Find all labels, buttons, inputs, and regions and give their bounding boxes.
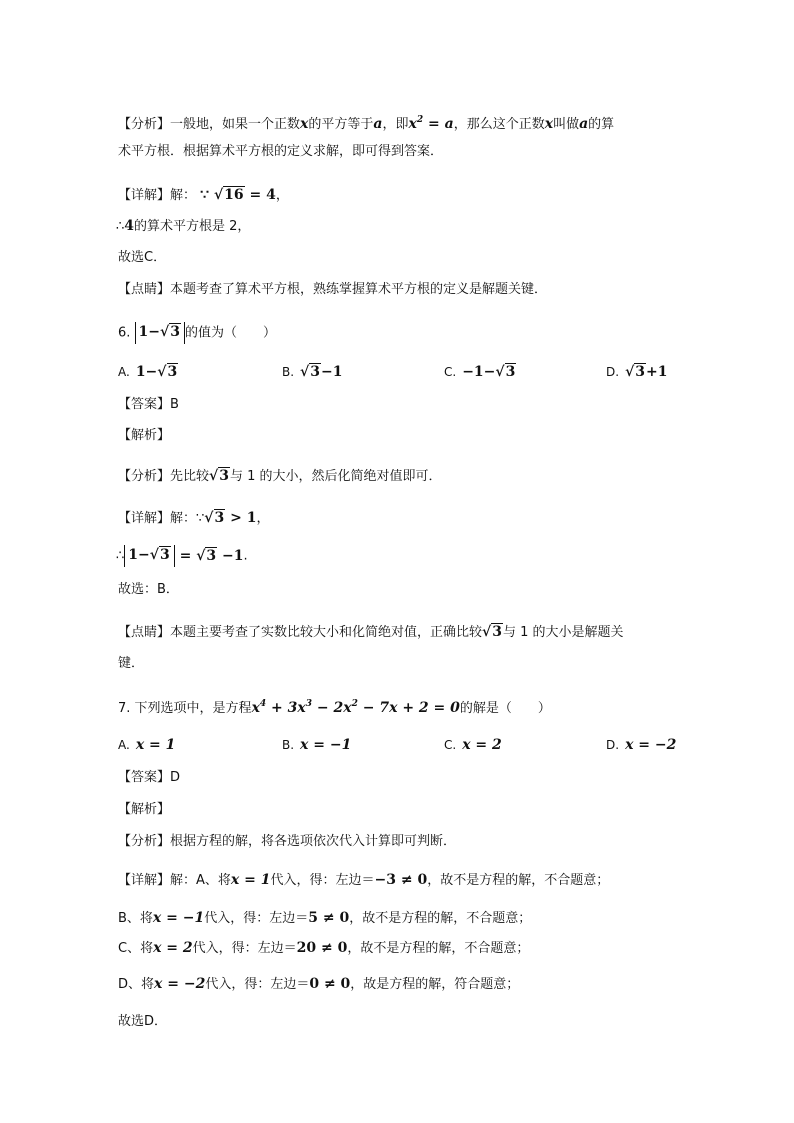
- q6-answer-line: 故选：B．: [118, 582, 179, 597]
- q6-therefore: ∴ 1−√3 = √3 −1.: [116, 545, 248, 567]
- math-polynomial-equation: $x^4 + 3x^3 - 2x^2 - 7x + 2 = 0$: [251, 699, 460, 716]
- q6-option-a[interactable]: A. 1−√3: [118, 364, 178, 380]
- math-sqrt3: √3: [209, 468, 229, 484]
- q7-analysis: 【分析】根据方程的解，将各选项依次代入计算即可判断．: [118, 834, 457, 849]
- q6-answer: 【答案】B: [118, 397, 179, 412]
- math-abs-1-minus-sqrt3: 1−√3: [135, 322, 185, 344]
- q6-jiexi: 【解析】: [118, 428, 171, 443]
- q5-detail-line: 【详解】解： ∵ √16 = 4，: [118, 187, 289, 203]
- q6-detail: 【详解】解：∵√3 > 1，: [118, 510, 270, 526]
- q6-comment-line-1: 【点睛】本题主要考查了实数比较大小和化简绝对值，正确比较√3与 1 的大小是解题关: [118, 624, 624, 640]
- question-number: 7.: [118, 701, 131, 716]
- q7-answer-line: 故选D．: [118, 1014, 168, 1029]
- math-a: a: [373, 116, 383, 132]
- q7-detail-line-a: 【详解】解：A、将x = 1代入，得：左边＝−3 ≠ 0，故不是方程的解，不合题意；: [118, 872, 610, 888]
- q7-option-d[interactable]: D. x = −2: [606, 737, 677, 753]
- q7-jiexi: 【解析】: [118, 802, 171, 817]
- q7-detail-line-d: D、将x = −2代入，得：左边＝0 ≠ 0，故是方程的解，符合题意；: [118, 976, 520, 992]
- q6-comment-line-2: 键．: [118, 656, 145, 671]
- detail-label: 【详解】: [118, 188, 171, 203]
- q7-option-a[interactable]: A. x = 1: [118, 737, 176, 753]
- q5-comment-line: 【点睛】本题考查了算术平方根，熟练掌握算术平方根的定义是解题关键．: [118, 282, 548, 297]
- q5-therefore-line: ∴4的算术平方根是 2，: [116, 218, 251, 234]
- q5-analysis-line-2: 术平方根．根据算术平方根的定义求解，即可得到答案．: [118, 144, 444, 159]
- q7-detail-line-b: B、将x = −1代入，得：左边＝5 ≠ 0，故不是方程的解，不合题意；: [118, 910, 532, 926]
- q5-analysis-line-1: 【分析】一般地，如果一个正数x的平方等于a，即$x^2 = a$，那么这个正数x叫做a的算: [118, 115, 615, 132]
- q7-answer: 【答案】D: [118, 770, 181, 785]
- q6-option-d[interactable]: D. √3+1: [606, 364, 668, 380]
- math-sqrt3-gt-1: √3 > 1: [204, 510, 257, 526]
- question-number: 6.: [118, 325, 131, 341]
- comment-label: 【点睛】: [118, 282, 171, 297]
- q6-stem: 6. 1−√3 的值为（ ）: [118, 322, 276, 344]
- math-sqrt16: ∵ √16 = 4: [200, 187, 276, 203]
- q5-answer-line: 故选C．: [118, 250, 167, 265]
- q7-option-b[interactable]: B. x = −1: [282, 737, 352, 753]
- analysis-label: 【分析】: [118, 117, 171, 132]
- math-x: x: [300, 116, 309, 132]
- q6-option-c[interactable]: C. −1−√3: [444, 364, 516, 380]
- q6-analysis: 【分析】先比较√3与 1 的大小，然后化简绝对值即可．: [118, 468, 442, 484]
- math-x-squared-eq-a: $x^2 = a$: [408, 115, 454, 132]
- q7-detail-line-c: C、将x = 2代入，得：左边＝20 ≠ 0，故不是方程的解，不合题意；: [118, 940, 530, 956]
- q6-option-b[interactable]: B. √3−1: [282, 364, 343, 380]
- q7-stem: 7. 下列选项中，是方程$x^4 + 3x^3 - 2x^2 - 7x + 2 = 0$的解是（ ）: [118, 699, 551, 716]
- q7-option-c[interactable]: C. x = 2: [444, 737, 502, 753]
